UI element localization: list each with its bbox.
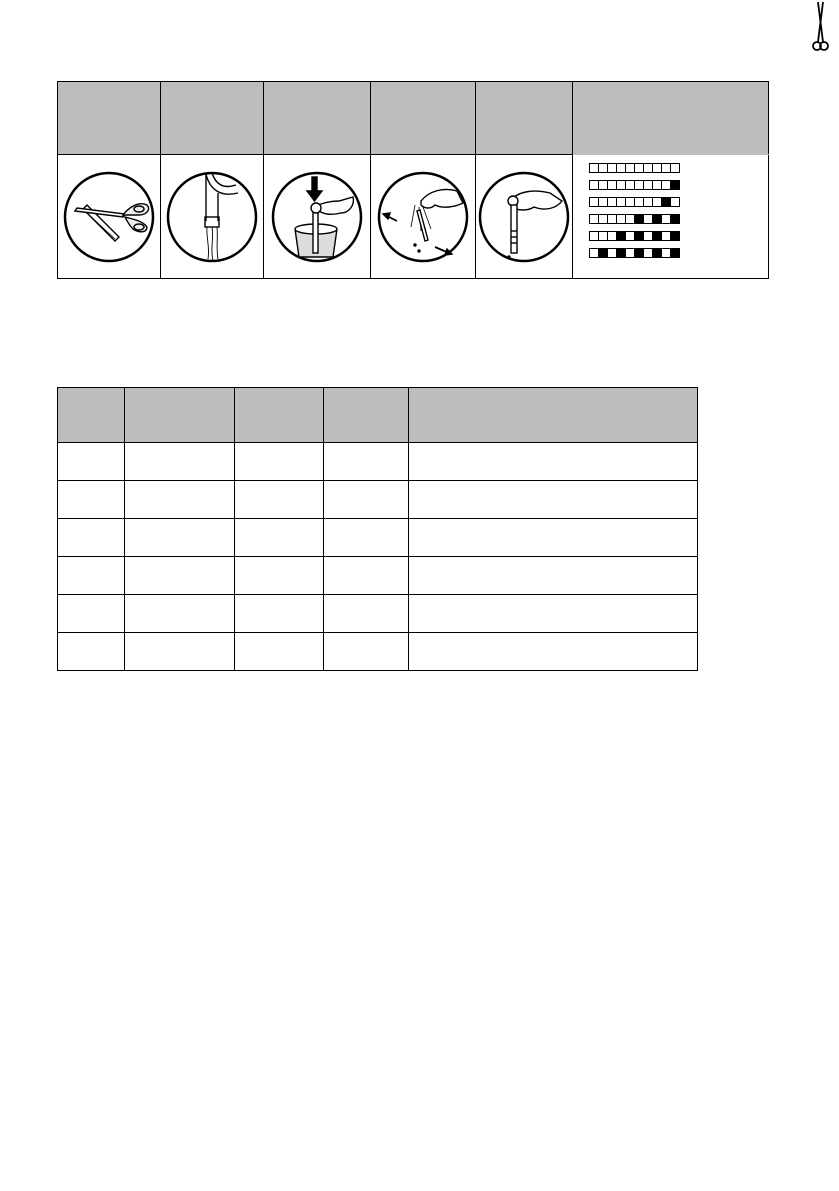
table-cell — [125, 557, 235, 595]
table-cell — [58, 443, 125, 481]
scale-strip — [589, 214, 679, 224]
table-cell — [409, 481, 698, 519]
table-cell — [324, 557, 409, 595]
scale-square — [670, 214, 680, 224]
scale-square — [670, 163, 680, 173]
step-1-header — [58, 82, 161, 155]
scissors-cutting-strip-icon — [63, 171, 155, 263]
table-cell — [125, 481, 235, 519]
color-scale — [589, 163, 679, 265]
color-scale-header — [573, 82, 769, 155]
running-tap-water-icon — [166, 171, 258, 263]
table-cell — [58, 595, 125, 633]
table-cell — [235, 557, 324, 595]
scale-square — [670, 248, 680, 258]
scale-strip — [589, 197, 679, 207]
table-row — [58, 481, 698, 519]
dip-strip-in-glass-icon — [271, 171, 363, 263]
results-header-cell — [235, 388, 324, 443]
table-cell — [235, 595, 324, 633]
results-table — [57, 387, 698, 671]
table-cell — [324, 481, 409, 519]
table-row — [58, 443, 698, 481]
table-row — [58, 557, 698, 595]
scissors-cut-mark-icon — [810, 0, 830, 60]
table-cell — [235, 519, 324, 557]
table-row — [58, 595, 698, 633]
step-4-header — [371, 82, 476, 155]
step-4-cell — [371, 155, 476, 279]
table-cell — [58, 557, 125, 595]
color-scale-cell — [573, 155, 769, 279]
table-cell — [324, 633, 409, 671]
step-3-cell — [264, 155, 371, 279]
table-cell — [324, 595, 409, 633]
scale-strip — [589, 180, 679, 190]
scale-strip — [589, 231, 679, 241]
table-cell — [235, 443, 324, 481]
table-cell — [58, 633, 125, 671]
table-cell — [235, 481, 324, 519]
table-cell — [125, 595, 235, 633]
results-header-cell — [324, 388, 409, 443]
table-row — [58, 519, 698, 557]
step-5-cell — [476, 155, 573, 279]
table-cell — [125, 519, 235, 557]
step-2-header — [161, 82, 264, 155]
results-header-cell — [409, 388, 698, 443]
table-cell — [58, 519, 125, 557]
table-cell — [409, 595, 698, 633]
step-3-header — [264, 82, 371, 155]
scale-square — [670, 197, 680, 207]
scale-square — [670, 180, 680, 190]
step-5-header — [476, 82, 573, 155]
table-cell — [409, 633, 698, 671]
steps-illustration-row — [58, 155, 769, 279]
table-cell — [324, 443, 409, 481]
table-cell — [409, 519, 698, 557]
table-cell — [324, 519, 409, 557]
read-strip-icon — [478, 171, 570, 263]
results-body — [58, 443, 698, 671]
table-cell — [125, 443, 235, 481]
results-header-cell — [125, 388, 235, 443]
scale-strip — [589, 163, 679, 173]
table-cell — [409, 443, 698, 481]
table-cell — [125, 633, 235, 671]
test-steps-table — [57, 81, 769, 279]
shake-strip-icon — [377, 171, 469, 263]
scale-square — [670, 231, 680, 241]
results-header-row — [58, 388, 698, 443]
step-1-cell — [58, 155, 161, 279]
step-2-cell — [161, 155, 264, 279]
steps-header-row — [58, 82, 769, 155]
table-cell — [235, 633, 324, 671]
scale-strip — [589, 248, 679, 258]
table-cell — [409, 557, 698, 595]
table-cell — [58, 481, 125, 519]
results-header-cell — [58, 388, 125, 443]
table-row — [58, 633, 698, 671]
